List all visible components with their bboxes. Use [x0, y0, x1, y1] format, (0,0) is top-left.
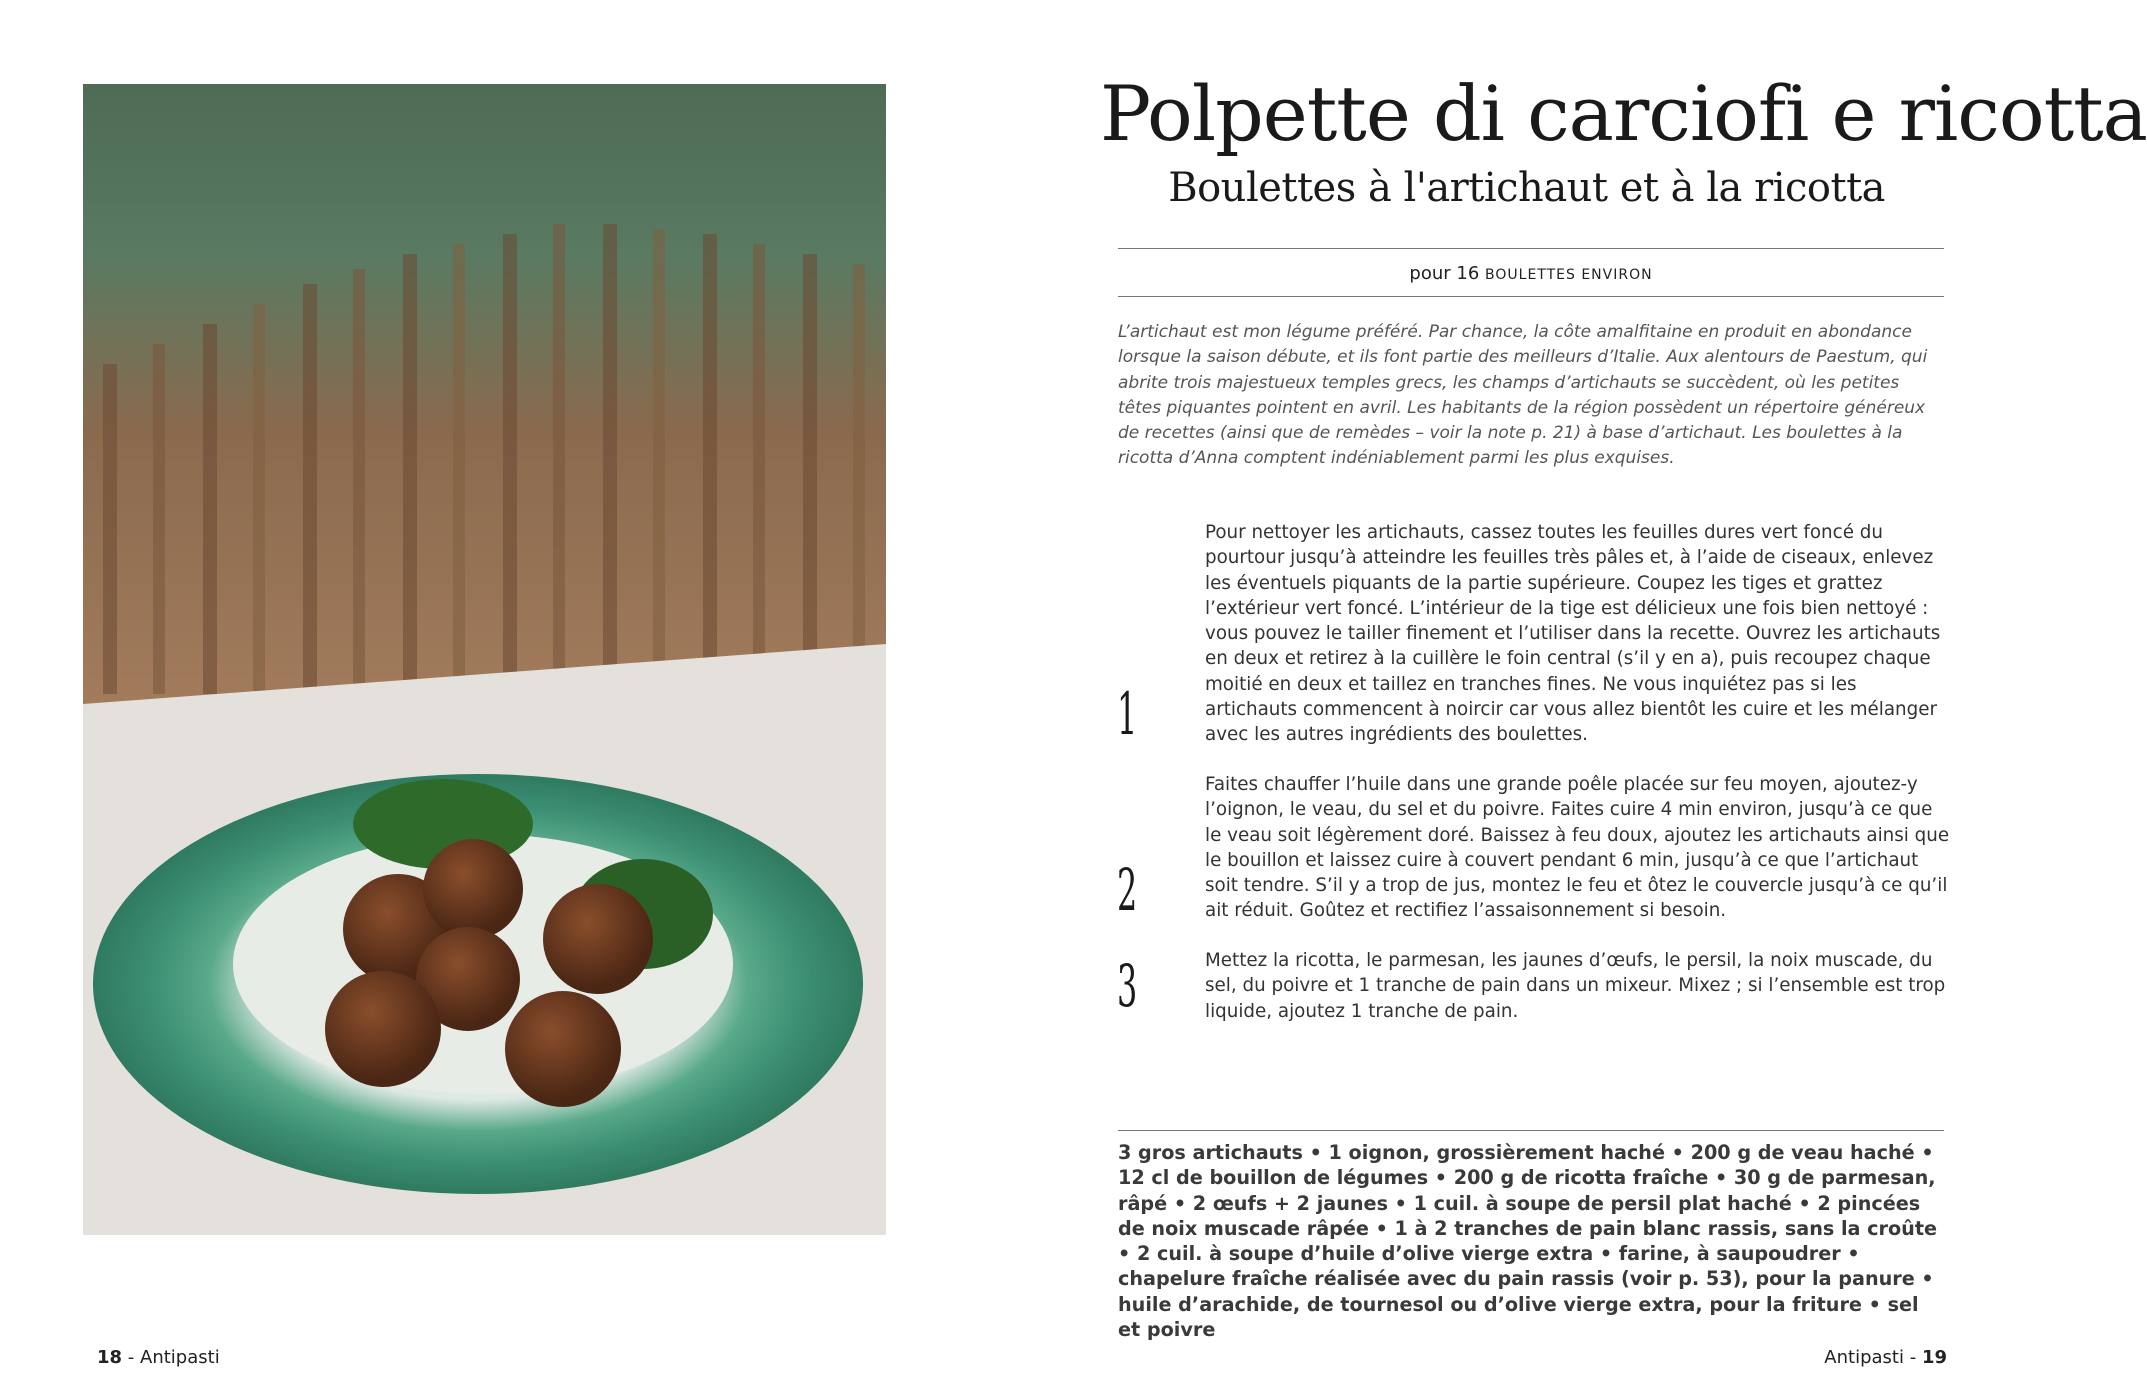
recipe-intro: L’artichaut est mon légume préféré. Par chance, la côte amalfitaine en produit en abondance lorsque la saison débute, et ils font partie des meilleurs d’Italie. Aux alentours de Paestum, qui abrite trois majestueux temples grecs, les champs d’artichauts se succèdent, où les petites têtes piquantes pointent en avril. Les habitants de la région possèdent un répertoire généreux de recettes (ainsi que de remèdes – voir la note p. 21) à base d’artichaut. Les boulettes à la ricotta d’Anna comptent indéniablement parmi les plus exquises.: [1118, 322, 1928, 469]
step-number-2: 2: [1117, 856, 1138, 924]
ingredients-rule: [1118, 1130, 1944, 1131]
left-page-number: 18: [97, 1347, 123, 1368]
recipe-yield: [1118, 263, 1944, 284]
photo-of-artichoke-ricotta-balls-on-plate-icon: [83, 84, 886, 1235]
yield-prefix: pour 16: [1409, 263, 1480, 284]
step-text-1: Pour nettoyer les artichauts, cassez toutes les feuilles dures vert foncé du pourtour jusqu’à atteindre les feuilles très pâles et, à l’aide de ciseaux, enlevez les éventuels piquants de la partie supérieure. Coupez les tiges et grattez l’extérieur vert foncé. L’intérieur de la tige est délicieux une fois bien nettoyé : vous pouvez le tailler finement et l’utiliser dans la recette. Ouvrez les artichauts en deux et retirez à la cuillère le foin central (s’il y en a), puis recoupez chaque moitié en deux et taillez en tranches fines. Ne vous inquiétez pas si les artichauts commencent à noircir car vous allez bientôt les cuire et les mélanger avec les autres ingrédients des boulettes.: [1205, 522, 1941, 746]
yield-suffix: BOULETTES ENVIRON: [1485, 267, 1653, 283]
recipe-photo: [83, 84, 886, 1235]
step-text-3: Mettez la ricotta, le parmesan, les jaunes d’œufs, le persil, la noix muscade, du sel, du poivre et 1 tranche de pain dans un mixeur. Mixez ; si l’ensemble est trop liquide, ajoutez 1 tranche de pain.: [1205, 950, 1946, 1022]
top-rule: [1118, 248, 1944, 249]
right-page-number: 19: [1921, 1347, 1947, 1368]
recipe-title: Polpette di carciofi e ricotta: [1100, 69, 2147, 158]
left-page-section: Antipasti: [140, 1347, 220, 1368]
left-page-folio: 18 - Antipasti: [97, 1347, 220, 1368]
right-page-section: Antipasti: [1824, 1347, 1904, 1368]
step-number-3: 3: [1117, 952, 1138, 1020]
step-text-2: Faites chauffer l’huile dans une grande poêle placée sur feu moyen, ajoutez-y l’oignon, le veau, du sel et du poivre. Faites cuire 4 min environ, jusqu’à ce que le veau soit légèrement doré. Baissez à feu doux, ajoutez les artichauts ainsi que le bouillon et laissez cuire à couvert pendant 6 min, jusqu’à ce que l’artichaut soit tendre. S’il y a trop de jus, montez le feu et ôtez le couvercle jusqu’à ce qu’il ait réduit. Goûtez et rectifiez l’assaisonnement si besoin.: [1205, 774, 1950, 922]
yield-rule: [1118, 296, 1944, 297]
ingredients-list: 3 gros artichauts • 1 oignon, grossièrement haché • 200 g de veau haché • 12 cl de bouillon de légumes • 200 g de ricotta fraîche • 30 g de parmesan, râpé • 2 œufs + 2 jaunes • 1 cuil. à soupe de persil plat haché • 2 pincées de noix muscade râpée • 1 à 2 tranches de pain blanc rassis, sans la croûte • 2 cuil. à soupe d’huile d’olive vierge extra • farine, à saupoudrer • chapelure fraîche réalisée avec du pain rassis (voir p. 53), pour la panure • huile d’arachide, de tournesol ou d’olive vierge extra, pour la friture • sel et poivre: [1118, 1141, 1938, 1342]
recipe-subtitle: Boulettes à l'artichaut et à la ricotta: [1168, 165, 1885, 211]
right-page-folio: Antipasti - 19: [1824, 1347, 1947, 1368]
step-number-1: 1: [1117, 680, 1138, 748]
